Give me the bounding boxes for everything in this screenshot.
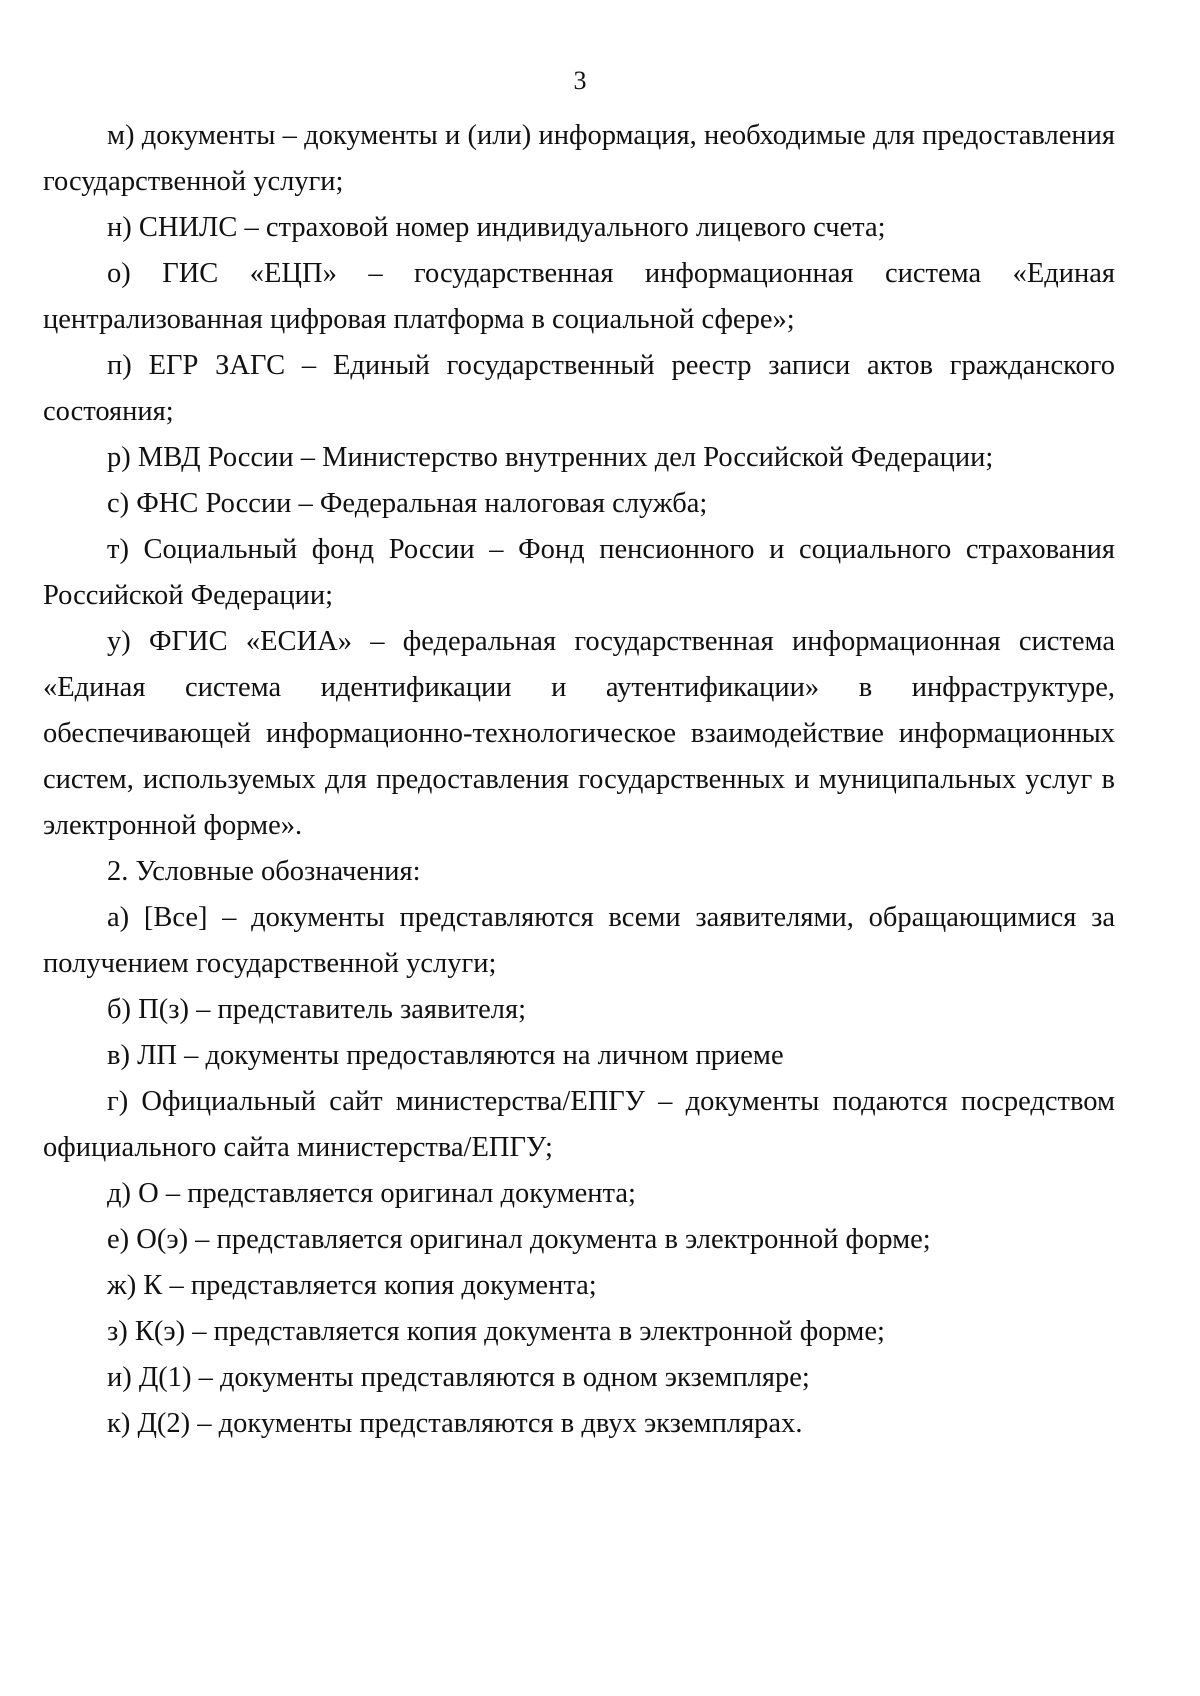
paragraph-zh: ж) К – представляется копия документа; [107, 1270, 597, 1301]
paragraph-e: е) О(э) – представляется оригинал документа в электронной форме; [107, 1224, 931, 1255]
paragraph-u: у) ФГИС «ЕСИА» – федеральная государственная информационная система «Единая система идентификации и аутентификации» в инфраструктуре, обеспечивающей информационно-технологическое взаимодействие информационных систем, используемых для предоставления государственных и муниципальных услуг в электронной форме». [43, 626, 1115, 841]
paragraph-p: п) ЕГР ЗАГС – Единый государственный реестр записи актов гражданского состояния; [43, 350, 1115, 427]
paragraph-t: т) Социальный фонд России – Фонд пенсионного и социального страхования Российской Федерации; [43, 534, 1115, 611]
paragraph-z: з) К(э) – представляется копия документа в электронной форме; [107, 1316, 885, 1347]
paragraph-b: б) П(з) – представитель заявителя; [107, 994, 527, 1025]
paragraph-k: к) Д(2) – документы представляются в двух экземплярах. [107, 1408, 803, 1439]
page-number: 3 [573, 66, 587, 95]
paragraph-d: д) О – представляется оригинал документа; [107, 1178, 636, 1209]
section-heading-2: 2. Условные обозначения: [107, 856, 421, 887]
paragraph-m: м) документы – документы и (или) информация, необходимые для предоставления государственной услуги; [43, 120, 1115, 197]
paragraph-o: о) ГИС «ЕЦП» – государственная информационная система «Единая централизованная цифровая платформа в социальной сфере»; [43, 258, 1115, 335]
paragraph-n: н) СНИЛС – страховой номер индивидуального лицевого счета; [107, 212, 886, 243]
paragraph-a: а) [Все] – документы представляются всеми заявителями, обращающимися за получением государственной услуги; [43, 902, 1115, 979]
document-body [43, 113, 1115, 1447]
paragraph-v: в) ЛП – документы предоставляются на личном приеме [107, 1040, 784, 1071]
paragraph-g: г) Официальный сайт министерства/ЕПГУ – документы подаются посредством официального сайта министерства/ЕПГУ; [43, 1086, 1115, 1163]
paragraph-r: р) МВД России – Министерство внутренних дел Российской Федерации; [107, 442, 994, 473]
paragraph-s: с) ФНС России – Федеральная налоговая служба; [107, 488, 708, 519]
paragraph-i: и) Д(1) – документы представляются в одном экземпляре; [107, 1362, 810, 1393]
